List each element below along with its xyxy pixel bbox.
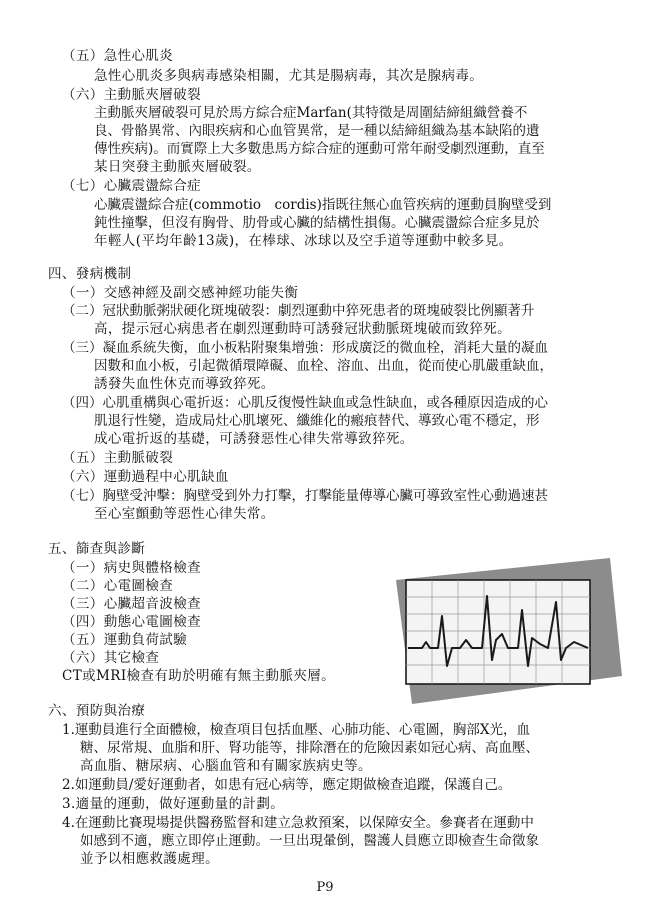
paragraph-line: 糖、尿常規、血脂和肝、腎功能等，排除潛在的危險因素如冠心病、高血壓、 <box>80 740 539 756</box>
paragraph-line: 並予以相應救護處理。 <box>80 851 219 867</box>
ecg-screen <box>406 580 590 684</box>
list-item: 4.在運動比賽現場提供醫務監督和建立急救預案，以保障安全。參賽者在運動中 <box>62 815 534 831</box>
list-item: （四）動態心電圖檢查 <box>62 614 201 630</box>
chapter-4-pathogenesis-heading: 四、發病機制 <box>48 266 132 282</box>
paragraph-line: 年輕人(平均年齡13歲)，在棒球、冰球以及空手道等運動中較多見。 <box>94 233 513 249</box>
paragraph-line: 某日突發主動脈夾層破裂。 <box>94 159 261 175</box>
paragraph-line: 肌退行性變，造成局灶心肌壞死、纖維化的瘢痕替代、導致心電不穩定，形 <box>94 413 540 429</box>
paragraph-line: 高血脂、糖尿病、心腦血管和有關家族病史等。 <box>80 758 372 774</box>
list-item: （六）運動過程中心肌缺血 <box>62 469 229 485</box>
paragraph-line: 主動脈夾層破裂可見於馬方綜合症Marfan(其特徵是周圍結締組織營養不 <box>94 105 528 121</box>
list-item: 3.適量的運動，做好運動量的計劃。 <box>62 796 285 812</box>
paragraph-line: 心臟震盪綜合症(commotio cordis)指既往無心血管疾病的運動員胸壁受到 <box>94 197 552 213</box>
page-number: P9 <box>316 880 334 895</box>
section-7-commotio-cordis-heading: （七）心臟震盪綜合症 <box>62 178 201 194</box>
paragraph-line: 傳性疾病)。而實際上大多數患馬方綜合症的運動可常年耐受劇烈運動，直至 <box>94 141 545 157</box>
list-item: （一）病史與體格檢查 <box>62 560 201 576</box>
list-item: （五）主動脈破裂 <box>62 450 174 466</box>
list-item: （一）交感神經及副交感神經功能失衡 <box>62 285 299 301</box>
list-item: （六）其它檢查 <box>62 650 160 666</box>
paragraph-line: 如感到不適，應立即停止運動。一旦出現暈倒，醫護人員應立即檢查生命徵象 <box>80 833 539 849</box>
section-5-acute-myocarditis-heading: （五）急性心肌炎 <box>62 48 174 64</box>
list-item: （三）凝血系統失衡，血小板粘附聚集增強：形成廣泛的微血栓，消耗大量的凝血 <box>62 340 548 356</box>
list-item: （四）心肌重構與心電折返：心肌反復慢性缺血或急性缺血，或各種原因造成的心 <box>62 395 548 411</box>
list-item: （五）運動負荷試驗 <box>62 632 188 648</box>
list-item: （七）胸壁受沖擊：胸壁受到外力打擊，打擊能量傳導心臟可導致室性心動過速甚 <box>62 488 548 504</box>
list-item: 2.如運動員/愛好運動者，如患有冠心病等，應定期做檢查追蹤，保護自己。 <box>62 777 512 793</box>
list-item: 1.運動員進行全面體檢，檢查項目包括血壓、心肺功能、心電圖，胸部X光，血 <box>62 722 530 738</box>
section-6-aortic-dissection-heading: （六）主動脈夾層破裂 <box>62 87 201 103</box>
paragraph-line: 高，提示冠心病患者在劇烈運動時可誘發冠狀動脈斑塊破而致猝死。 <box>94 321 511 337</box>
chapter-6-prevention-heading: 六、預防與治療 <box>48 703 146 719</box>
paragraph-line: CT或MRI檢查有助於明確有無主動脈夾層。 <box>62 668 336 684</box>
paragraph-line: 急性心肌炎多與病毒感染相關，尤其是腸病毒，其次是腺病毒。 <box>94 68 484 84</box>
paragraph-line: 因數和血小板，引起微循環障礙、血栓、溶血、出血，從而使心肌嚴重缺血， <box>94 358 553 374</box>
chapter-5-screening-heading: 五、篩查與診斷 <box>48 541 146 557</box>
list-item: （二）心電圖檢查 <box>62 578 174 594</box>
paragraph-line: 成心電折返的基礎，可誘發惡性心律失常導致猝死。 <box>94 431 414 447</box>
ecg-monitor-icon <box>378 556 628 706</box>
paragraph-line: 良、骨骼異常、內眼疾病和心血管異常，是一種以結締組織為基本缺陷的遺 <box>94 123 540 139</box>
paragraph-line: 至心室顫動等惡性心律失常。 <box>94 506 275 522</box>
paragraph-line: 鈍性撞擊，但沒有胸骨、肋骨或心臟的結構性損傷。心臟震盪綜合症多見於 <box>94 215 540 231</box>
paragraph-line: 誘發失血性休克而導致猝死。 <box>94 376 275 392</box>
list-item: （三）心臟超音波檢查 <box>62 596 201 612</box>
list-item: （二）冠狀動脈粥狀硬化斑塊破裂：劇烈運動中猝死患者的斑塊破裂比例顯著升 <box>62 303 535 319</box>
